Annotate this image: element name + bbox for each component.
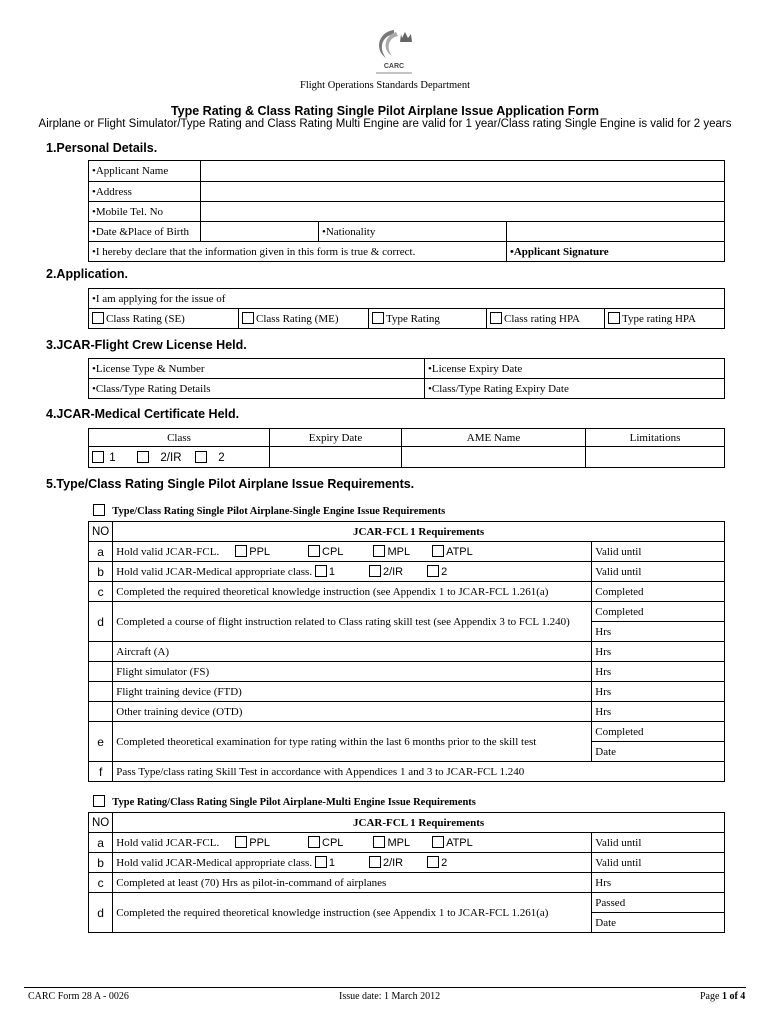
se-theory: Completed the required theoretical knowledge instruction (see Appendix 1 to JCAR-FCL 1.261(a) [113, 582, 592, 602]
se-title: Type/Class Rating Single Pilot Airplane-Single Engine Issue Requirements [93, 504, 445, 517]
option-type-rating[interactable]: Type Rating [369, 309, 487, 329]
checkbox[interactable] [92, 451, 104, 463]
mobile-field[interactable] [201, 202, 725, 222]
otd: Other training device (OTD) [113, 702, 592, 722]
hrs[interactable]: Hrs [592, 682, 725, 702]
row-letter: b [89, 853, 113, 873]
row-letter: f [89, 762, 113, 782]
hrs[interactable]: Hrs [592, 702, 725, 722]
signature-label[interactable]: •Applicant Signature [507, 242, 725, 262]
form-subtitle: Airplane or Flight Simulator/Type Rating and Class Rating Multi Engine are valid for 1 year/Class rating Single Engine is valid for 2 years [38, 118, 732, 130]
form-title: Type Rating & Class Rating Single Pilot Airplane Issue Application Form [170, 104, 600, 118]
checkbox[interactable] [490, 312, 502, 324]
address-label: •Address [89, 182, 201, 202]
row-letter: a [89, 833, 113, 853]
hrs[interactable]: Hrs [592, 622, 725, 642]
address-field[interactable] [201, 182, 725, 202]
passed[interactable]: Passed [592, 893, 725, 913]
se-requirements-table [88, 521, 725, 782]
me-hold-fcl: Hold valid JCAR-FCL. PPL CPL MPL ATPL [113, 833, 592, 853]
checkbox[interactable] [235, 545, 247, 557]
req-header: JCAR-FCL 1 Requirements [113, 522, 725, 542]
dob-label: •Date &Place of Birth [89, 222, 201, 242]
col-expiry: Expiry Date [270, 429, 402, 447]
nationality-field[interactable] [507, 222, 725, 242]
section-personal-details: 1.Personal Details. [46, 141, 158, 155]
checkbox[interactable] [608, 312, 620, 324]
carc-logo [364, 24, 424, 76]
req-header: JCAR-FCL 1 Requirements [113, 813, 725, 833]
valid-until[interactable]: Valid until [592, 853, 725, 873]
medical-table [88, 428, 725, 468]
flight-simulator: Flight simulator (FS) [113, 662, 592, 682]
license-expiry-label[interactable]: •License Expiry Date [425, 359, 725, 379]
footer-issue-date: Issue date: 1 March 2012 [339, 991, 441, 1002]
checkbox[interactable] [427, 856, 439, 868]
checkbox[interactable] [315, 856, 327, 868]
me-requirements-table [88, 812, 725, 933]
medical-class-options: 1 2/IR 2 [89, 447, 270, 468]
ftd: Flight training device (FTD) [113, 682, 592, 702]
me-title: Type Rating/Class Rating Single Pilot Airplane-Multi Engine Issue Requirements [93, 795, 476, 808]
checkbox[interactable] [235, 836, 247, 848]
me-pic-hours: Completed at least (70) Hrs as pilot-in-command of airplanes [113, 873, 592, 893]
valid-until[interactable]: Valid until [592, 542, 725, 562]
checkbox[interactable] [315, 565, 327, 577]
personal-details-table [88, 160, 725, 262]
completed[interactable]: Completed [592, 722, 725, 742]
applicant-name-label: •Applicant Name [89, 161, 201, 182]
svg-text:CARC: CARC [383, 63, 405, 70]
dob-field[interactable] [201, 222, 319, 242]
license-type-label[interactable]: •License Type & Number [89, 359, 425, 379]
hrs[interactable]: Hrs [592, 662, 725, 682]
checkbox[interactable] [195, 451, 207, 463]
row-letter: d [89, 602, 113, 642]
no-header: NO [89, 522, 113, 542]
medical-limitations-field[interactable] [586, 447, 725, 468]
date[interactable]: Date [592, 913, 725, 933]
footer-page: Page 1 of 4 [700, 991, 746, 1002]
section-application: 2.Application. [46, 267, 128, 281]
valid-until[interactable]: Valid until [592, 562, 725, 582]
col-ame: AME Name [402, 429, 586, 447]
aircraft: Aircraft (A) [113, 642, 592, 662]
class-expiry-label[interactable]: •Class/Type Rating Expiry Date [425, 379, 725, 399]
applicant-name-field[interactable] [201, 161, 725, 182]
option-type-hpa[interactable]: Type rating HPA [605, 309, 725, 329]
se-hold-fcl: Hold valid JCAR-FCL. PPL CPL MPL ATPL [113, 542, 592, 562]
hrs[interactable]: Hrs [592, 873, 725, 893]
class-details-label[interactable]: •Class/Type Rating Details [89, 379, 425, 399]
checkbox[interactable] [369, 856, 381, 868]
checkbox[interactable] [432, 545, 444, 557]
license-table [88, 358, 725, 399]
applying-label: •I am applying for the issue of [89, 289, 725, 309]
se-theory-exam: Completed theoretical examination for type rating within the last 6 months prior to the skill test [113, 722, 592, 762]
valid-until[interactable]: Valid until [592, 833, 725, 853]
checkbox[interactable] [369, 565, 381, 577]
footer-form-number: CARC Form 28 A - 0026 [28, 991, 129, 1002]
se-skill-test: Pass Type/class rating Skill Test in accordance with Appendices 1 and 3 to JCAR-FCL 1.240 [113, 762, 725, 782]
checkbox[interactable] [92, 312, 104, 324]
checkbox[interactable] [93, 504, 105, 516]
checkbox[interactable] [427, 565, 439, 577]
row-letter: e [89, 722, 113, 762]
completed[interactable]: Completed [592, 602, 725, 622]
checkbox[interactable] [373, 836, 385, 848]
hrs[interactable]: Hrs [592, 642, 725, 662]
row-letter: a [89, 542, 113, 562]
medical-ame-field[interactable] [402, 447, 586, 468]
option-class-se[interactable]: Class Rating (SE) [89, 309, 239, 329]
department: Flight Operations Standards Department [299, 80, 470, 91]
footer-divider [24, 987, 746, 988]
checkbox[interactable] [308, 545, 320, 557]
application-table [88, 288, 725, 329]
medical-expiry-field[interactable] [270, 447, 402, 468]
nationality-label: •Nationality [319, 222, 507, 242]
checkbox[interactable] [93, 795, 105, 807]
row-letter: b [89, 562, 113, 582]
completed[interactable]: Completed [592, 582, 725, 602]
mobile-label: •Mobile Tel. No [89, 202, 201, 222]
date[interactable]: Date [592, 742, 725, 762]
checkbox[interactable] [373, 545, 385, 557]
option-class-hpa[interactable]: Class rating HPA [487, 309, 605, 329]
row-letter: c [89, 582, 113, 602]
row-letter: c [89, 873, 113, 893]
option-class-me[interactable]: Class Rating (ME) [239, 309, 369, 329]
checkbox[interactable] [242, 312, 254, 324]
checkbox[interactable] [137, 451, 149, 463]
checkbox[interactable] [372, 312, 384, 324]
se-hold-medical: Hold valid JCAR-Medical appropriate class. 1 2/IR 2 [113, 562, 592, 582]
section-license-held: 3.JCAR-Flight Crew License Held. [46, 338, 247, 352]
col-class: Class [89, 429, 270, 447]
checkbox[interactable] [308, 836, 320, 848]
col-limitations: Limitations [586, 429, 725, 447]
me-theory: Completed the required theoretical knowledge instruction (see Appendix 1 to JCAR-FCL 1.261(a) [113, 893, 592, 933]
no-header: NO [89, 813, 113, 833]
checkbox[interactable] [432, 836, 444, 848]
row-letter: d [89, 893, 113, 933]
section-medical: 4.JCAR-Medical Certificate Held. [46, 407, 240, 421]
declaration-text: •I hereby declare that the information given in this form is true & correct. [89, 242, 507, 262]
se-flight-instruction: Completed a course of flight instruction related to Class rating skill test (see Appendix 3 to FCL 1.240) [113, 602, 592, 642]
section-requirements: 5.Type/Class Rating Single Pilot Airplane Issue Requirements. [46, 477, 415, 491]
me-hold-medical: Hold valid JCAR-Medical appropriate class. 1 2/IR 2 [113, 853, 592, 873]
